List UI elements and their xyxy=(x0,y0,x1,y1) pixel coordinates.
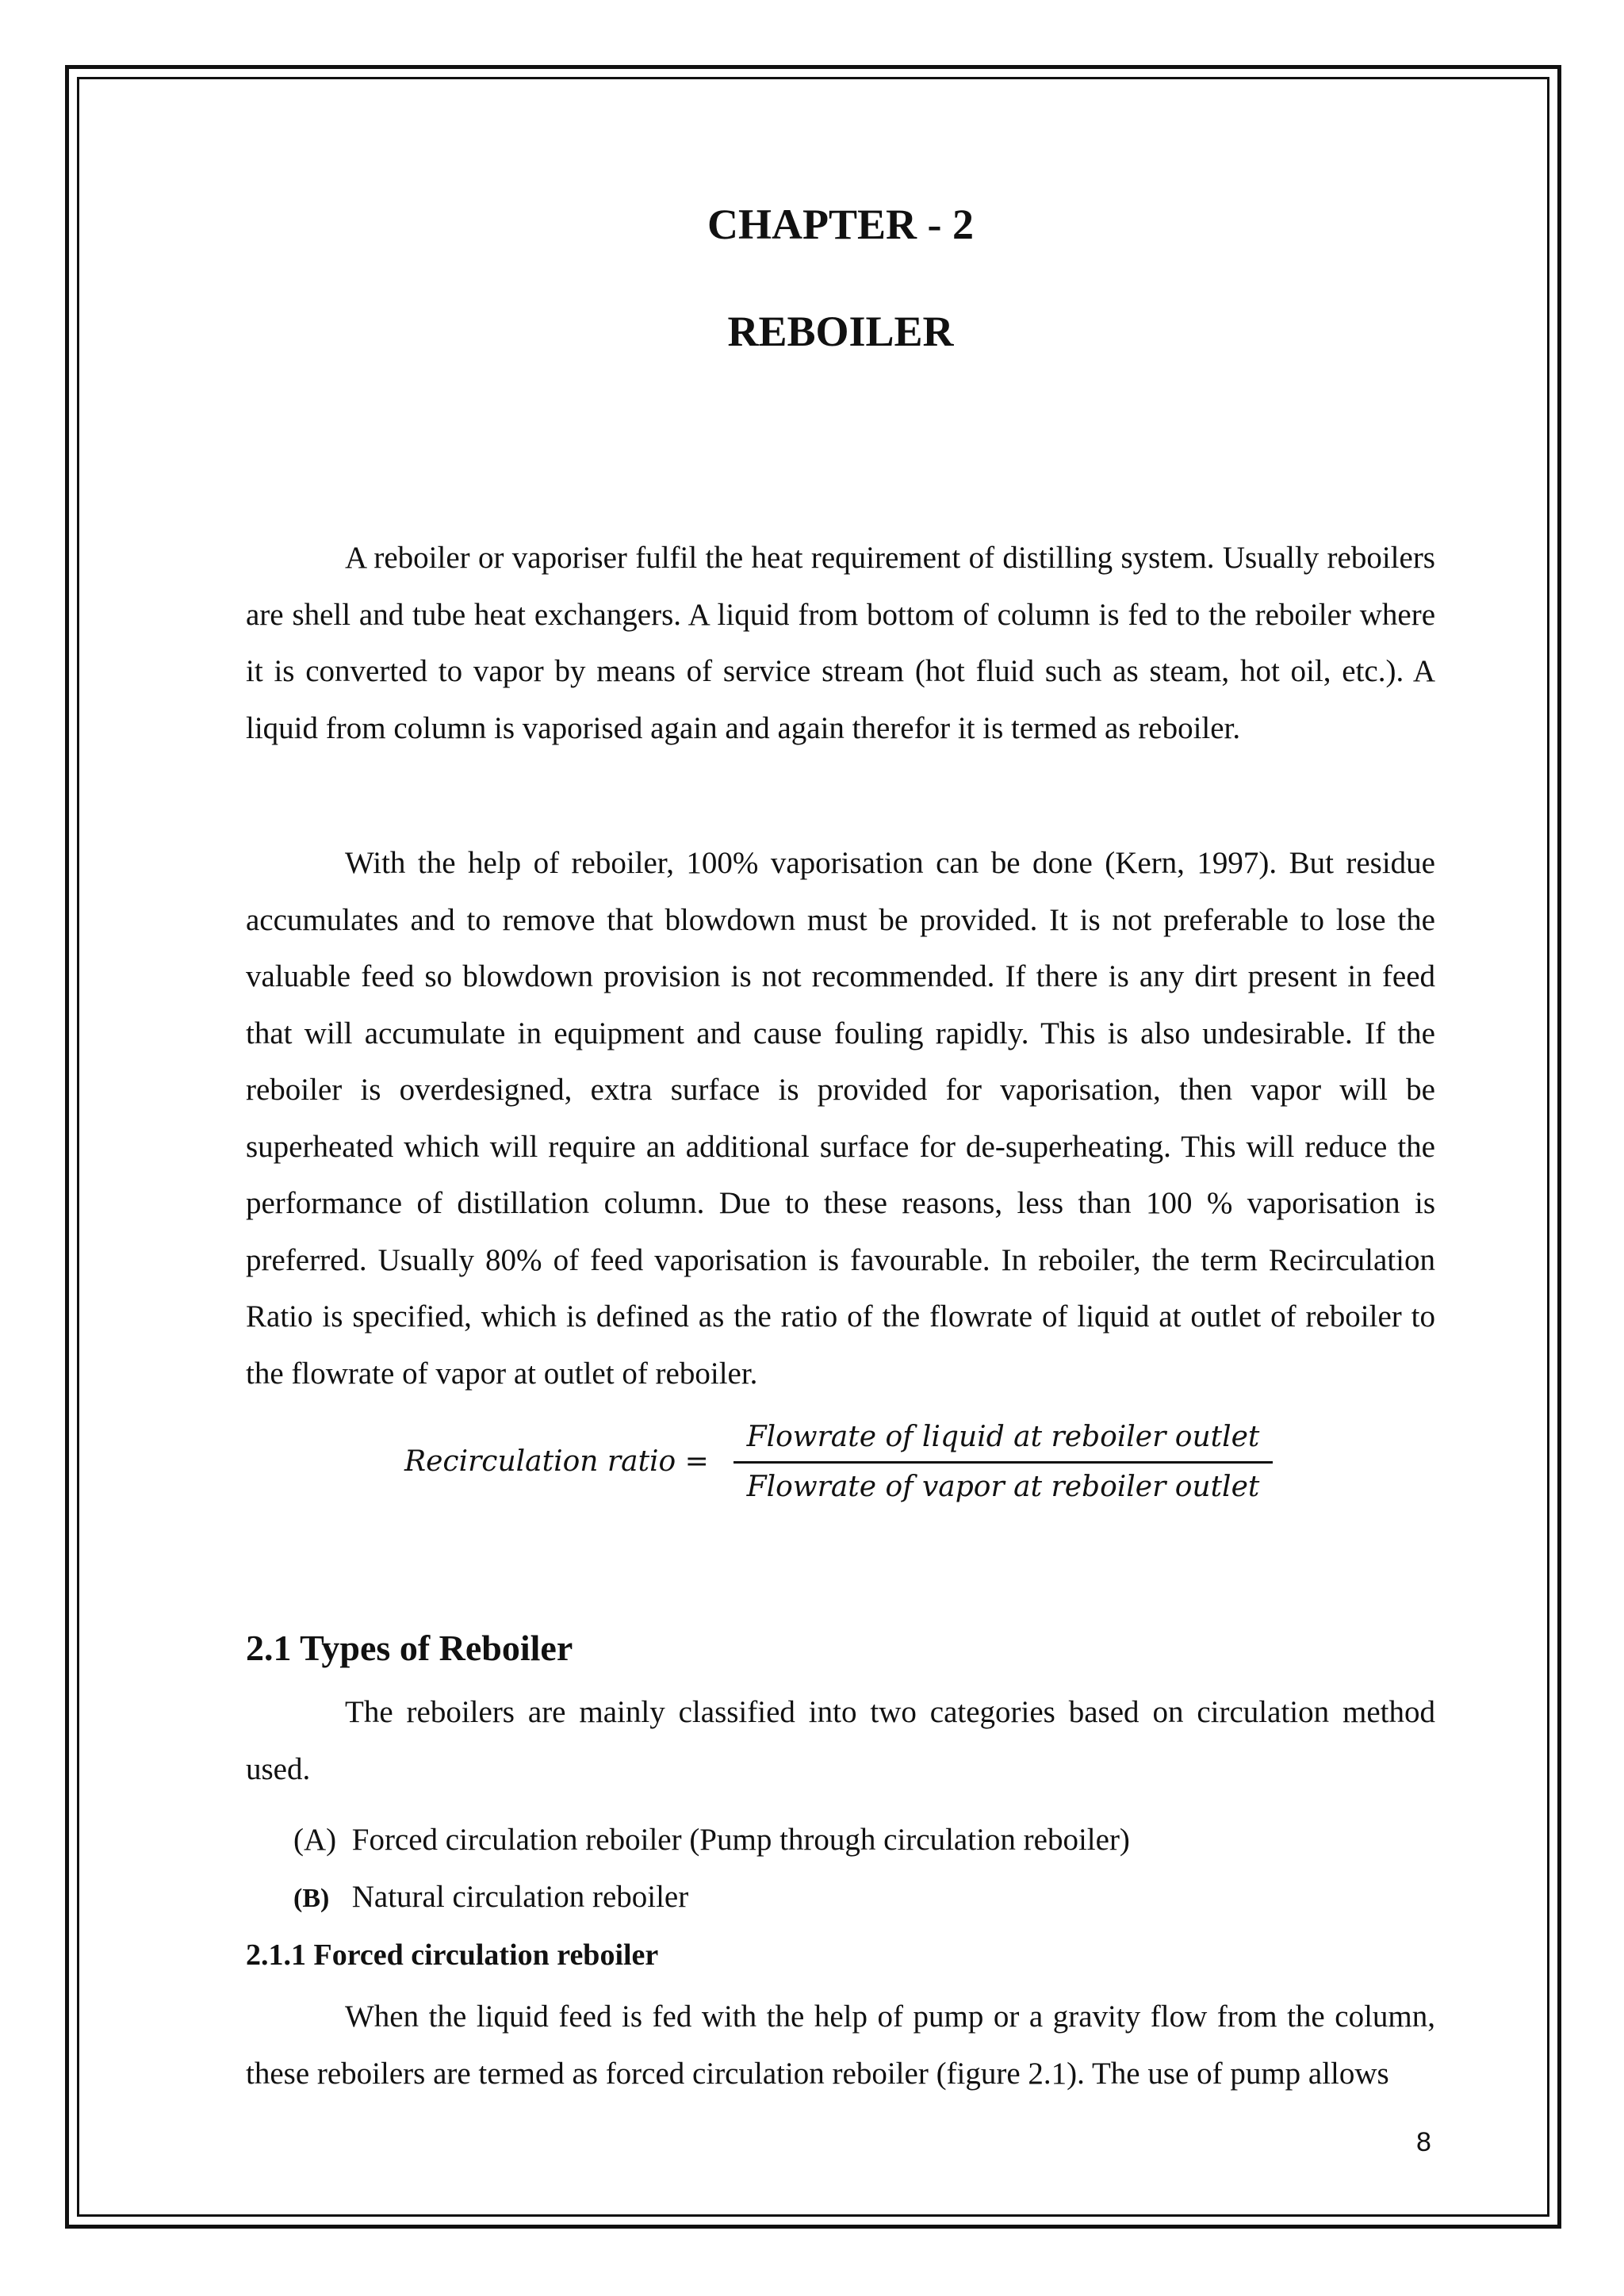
section-heading-2-1: 2.1 Types of Reboiler xyxy=(246,1628,573,1668)
formula-numerator: Flowrate of liquid at reboiler outlet xyxy=(746,1421,1260,1453)
list-item-b xyxy=(293,1879,688,1915)
fraction-bar xyxy=(733,1461,1273,1464)
intro-paragraph-1: A reboiler or vaporiser fulfil the heat requirement of distilling system. Usually reboilers are shell and tube heat exchangers. A liquid from bottom of column is fed to the reboiler where it is converted to vapor by means of service stream (hot fluid such as steam, hot oil, etc.). A liquid from column is vaporised again and again therefor it is termed as reboiler. xyxy=(246,541,1435,745)
formula-denominator: Flowrate of vapor at reboiler outlet xyxy=(746,1471,1260,1503)
formula-lhs: Recirculation ratio = xyxy=(404,1445,709,1478)
chapter-number: CHAPTER - 2 xyxy=(707,201,974,248)
list-item-a xyxy=(293,1822,1130,1858)
list-marker: (B) xyxy=(293,1884,330,1913)
list-marker: (A) xyxy=(293,1823,337,1857)
list-item-text: Natural circulation reboiler xyxy=(351,1880,689,1914)
chapter-title: REBOILER xyxy=(727,308,954,355)
formula-fraction xyxy=(733,1415,1273,1510)
page-number: 8 xyxy=(1416,2127,1431,2157)
recirculation-ratio-formula xyxy=(246,1415,1435,1510)
intro-paragraph-2: With the help of reboiler, 100% vaporisation can be done (Kern, 1997). But residue accumulates and to remove that blowdown must be provided. It is not preferable to lose the valuable feed so blowdown provision is not recommended. If there is any dirt present in feed that will accumulate in equipment and cause fouling rapidly. This is also undesirable. If the reboiler is overdesigned, extra surface is provided for vaporisation, then vapor will be superheated which will require an additional surface for de-superheating. This will reduce the performance of distillation column. Due to these reasons, less than 100 % vaporisation is preferred. Usually 80% of feed vaporisation is favourable. In reboiler, the term Recirculation Ratio is specified, which is defined as the ratio of the flowrate of liquid at outlet of reboiler to the flowrate of vapor at outlet of reboiler. xyxy=(246,846,1435,1391)
section-2-1-1-paragraph: When the liquid feed is fed with the help of pump or a gravity flow from the column, these reboilers are termed as forced circulation reboiler (figure 2.1). The use of pump allows xyxy=(246,1999,1435,2091)
section-2-1-paragraph: The reboilers are mainly classified into two categories based on circulation method used. xyxy=(246,1695,1435,1786)
list-item-text: Forced circulation reboiler (Pump through circulation reboiler) xyxy=(351,1823,1130,1857)
section-heading-2-1-1: 2.1.1 Forced circulation reboiler xyxy=(246,1938,659,1972)
